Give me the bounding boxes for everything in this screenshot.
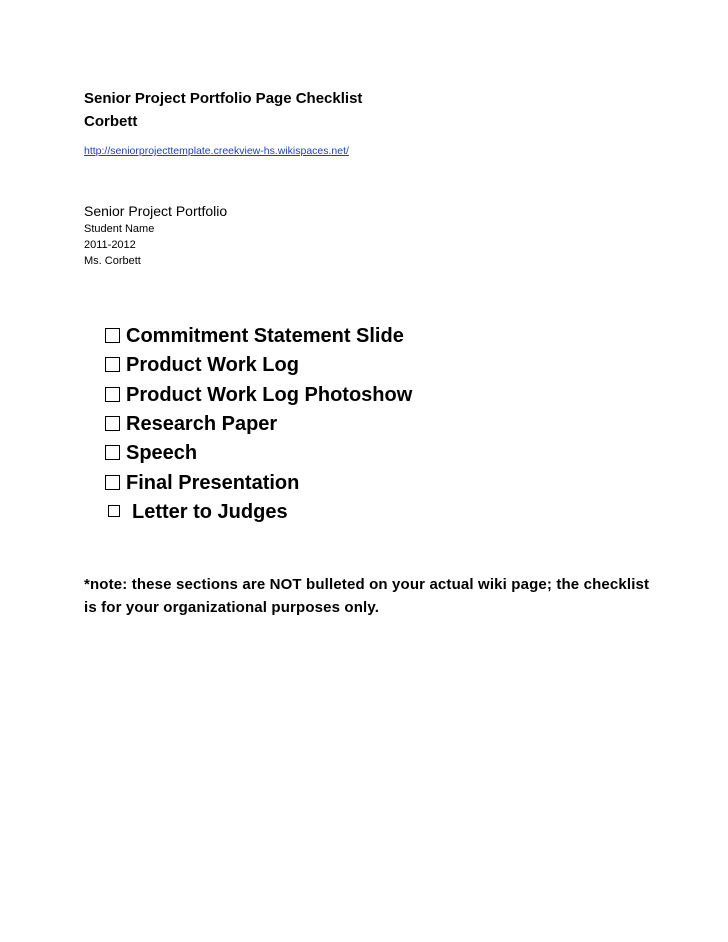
checklist-item: [104, 439, 412, 468]
note-text: *note: these sections are NOT bulleted on your actual wiki page; the checklist is for your organizational purposes only.: [84, 576, 650, 616]
checkbox-icon[interactable]: [104, 357, 121, 374]
checkbox-icon[interactable]: [107, 505, 121, 519]
checklist-item-label: Commitment Statement Slide: [126, 325, 404, 348]
checklist-item-label: Speech: [126, 442, 198, 465]
checklist-item-label: Letter to Judges: [132, 500, 288, 523]
checkbox-icon[interactable]: [104, 328, 121, 345]
document-title: Senior Project Portfolio Page Checklist: [84, 90, 363, 107]
portfolio-checklist: [104, 322, 412, 527]
checkbox-icon[interactable]: [104, 445, 121, 462]
checklist-item: [104, 410, 412, 439]
checklist-item: [104, 468, 412, 497]
checkbox-icon[interactable]: [104, 475, 121, 492]
checkbox-icon[interactable]: [104, 416, 121, 433]
student-name-line: Student Name: [84, 223, 155, 235]
checklist-item: [104, 351, 412, 380]
checklist-item: [104, 498, 412, 527]
checklist-item-label: Final Presentation: [126, 471, 300, 494]
teacher-name: Corbett: [84, 113, 138, 130]
portfolio-title: Senior Project Portfolio: [84, 203, 228, 219]
checklist-item-label: Product Work Log Photoshow: [126, 383, 413, 406]
checkbox-icon[interactable]: [104, 387, 121, 404]
wiki-link[interactable]: http://seniorprojecttemplate.creekview-hs.wikispaces.net/: [84, 145, 349, 157]
teacher-line: Ms. Corbett: [84, 255, 141, 267]
checklist-item-label: Product Work Log: [126, 354, 299, 377]
checklist-item-label: Research Paper: [126, 413, 278, 436]
checklist-item: [104, 322, 412, 351]
school-year-line: 2011-2012: [84, 239, 136, 251]
checklist-item: [104, 381, 412, 410]
